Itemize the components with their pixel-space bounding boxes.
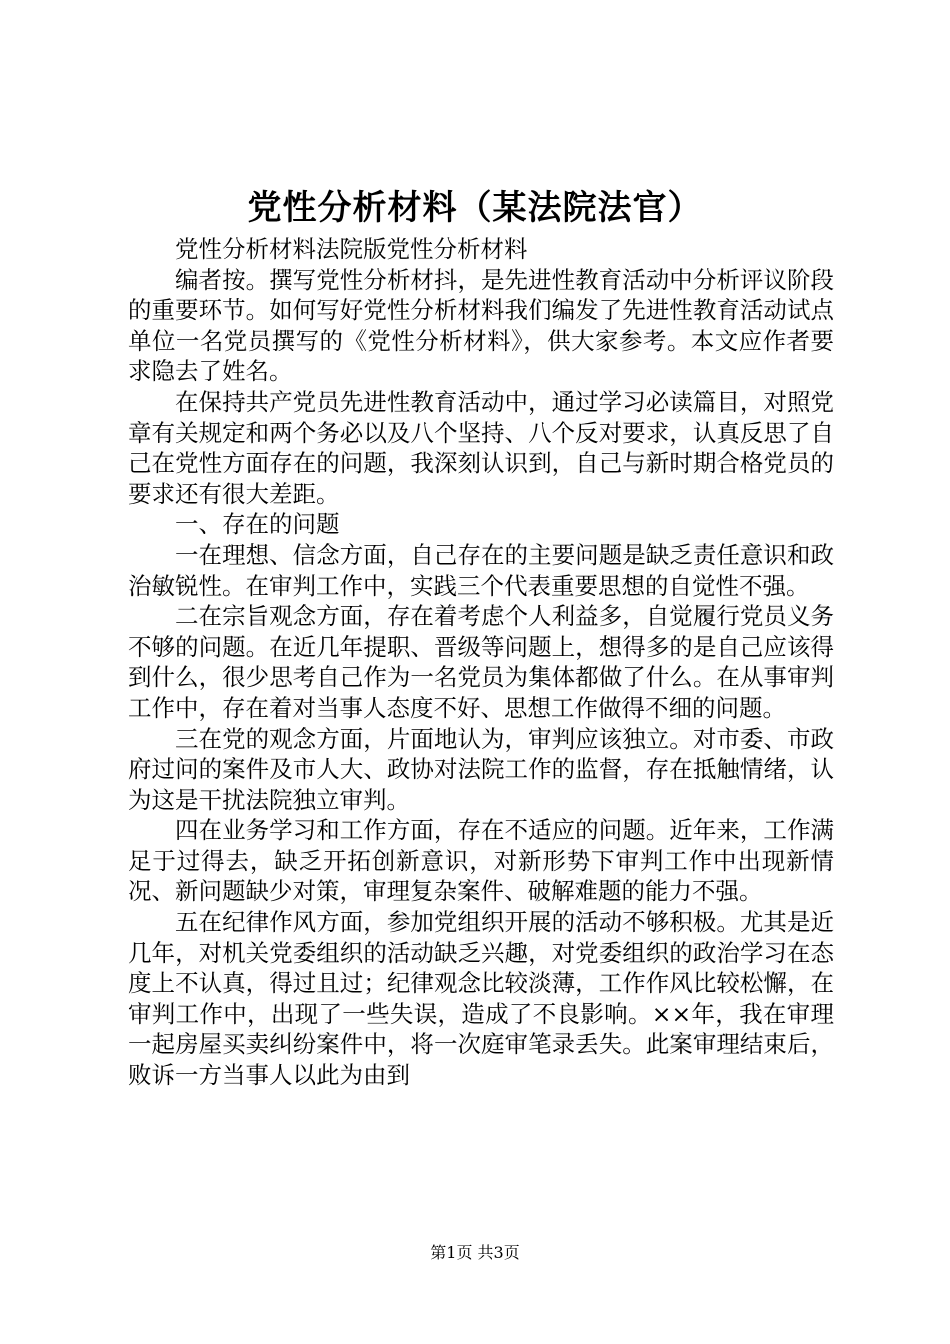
paragraph-editor-note: 编者按。撰写党性分析材抖，是先进性教育活动中分析评议阶段的重要环节。如何写好党性分析材料我们编发了先进性教育活动试点单位一名党员撰写的《党性分析材料》，供大家参考。本文应作者要求隐去了姓名。 — [128, 265, 834, 386]
paragraph-intro: 在保持共产党员先进性教育活动中，通过学习必读篇目，对照党章有关规定和两个务必以及八个坚持、八个反对要求，认真反思了自己在党性方面存在的问题，我深刻认识到，自己与新时期合格党员的要求还有很大差距。 — [128, 387, 834, 508]
paragraph-problem-2: 二在宗旨观念方面，存在着考虑个人利益多，自觉履行党员义务不够的问题。在近几年提职、晋级等问题上，想得多的是自己应该得到什么，很少思考自己作为一名党员为集体都做了什么。在从事审判工作中，存在着对当事人态度不好、思想工作做得不细的问题。 — [128, 602, 834, 722]
document-body — [128, 234, 834, 1091]
paragraph-subtitle: 党性分析材料法院版党性分析材料 — [175, 235, 528, 263]
paragraph-problem-5: 五在纪律作风方面，参加党组织开展的活动不够积极。尤其是近几年，对机关党委组织的活动缺乏兴趣，对党委组织的政治学习在态度上不认真，得过且过；纪律观念比较淡薄，工作作风比较松懈，在审判工作中，出现了一些失误，造成了不良影响。××年，我在审理一起房屋买卖纠纷案件中，将一次庭审笔录丢失。此案审理结束后，败诉一方当事人以此为由到 — [128, 908, 834, 1090]
section-heading-problems: 一、存在的问题 — [175, 510, 340, 539]
paragraph-problem-4: 四在业务学习和工作方面，存在不适应的问题。近年来，工作满足于过得去，缺乏开拓创新意识，对新形势下审判工作中出现新情况、新问题缺少对策，审理复杂案件、破解难题的能力不强。 — [128, 816, 834, 906]
document-title: 党性分析材料（某法院法官） — [247, 188, 703, 228]
paragraph-problem-1: 一在理想、信念方面，自己存在的主要问题是缺乏责任意识和政治敏锐性。在审判工作中，实践三个代表重要思想的自觉性不强。 — [128, 540, 834, 600]
paragraph-problem-3: 三在党的观念方面，片面地认为，审判应该独立。对市委、市政府过问的案件及市人大、政协对法院工作的监督，存在抵触情绪，认为这是干扰法院独立审判。 — [128, 724, 834, 814]
page-number-footer: 第1页 共3页 — [430, 1243, 520, 1262]
